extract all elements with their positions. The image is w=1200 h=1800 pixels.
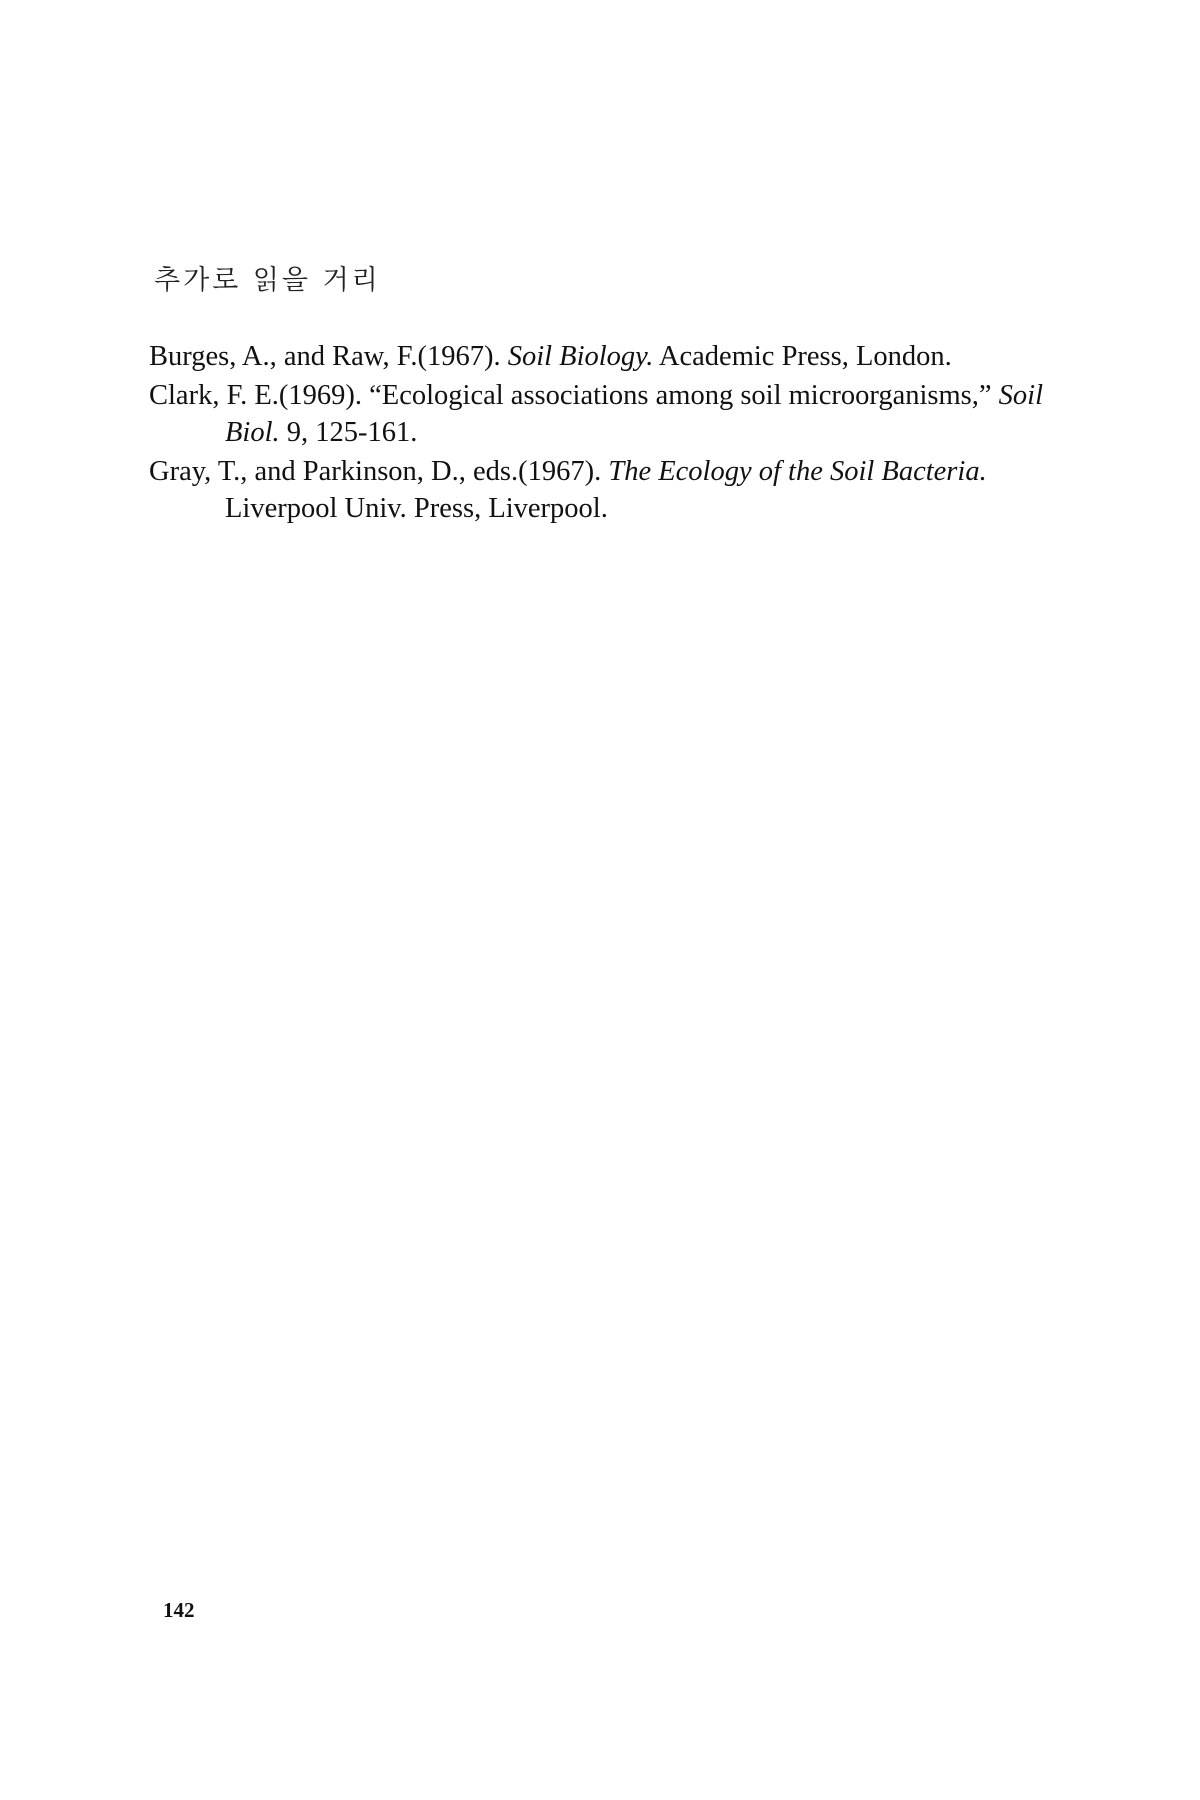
reference-title: The Ecology of the Soil Bacteria. (608, 456, 987, 487)
reference-journal: Soil Biol. (225, 380, 1043, 448)
reference-authors-year: Gray, T., and Parkinson, D., eds.(1967). (149, 456, 609, 487)
reference-entry (149, 453, 1099, 527)
reference-authors-year: Clark, F. E.(1969). “Ecological associations among soil microorganisms,” (149, 380, 999, 411)
reference-publisher: Liverpool Univ. Press, Liverpool. (225, 493, 608, 524)
reference-publisher: Academic Press, London. (653, 341, 952, 372)
reference-authors-year: Burges, A., and Raw, F.(1967). (149, 341, 508, 372)
page-number: 142 (163, 1598, 195, 1622)
reference-volume-pages: 9, 125-161. (279, 417, 418, 448)
section-heading: 추가로 읽을 거리 (154, 265, 381, 296)
reference-title: Soil Biology. (507, 341, 654, 372)
reference-list (149, 338, 1099, 527)
reference-entry (149, 338, 1099, 375)
reference-entry (149, 377, 1099, 451)
